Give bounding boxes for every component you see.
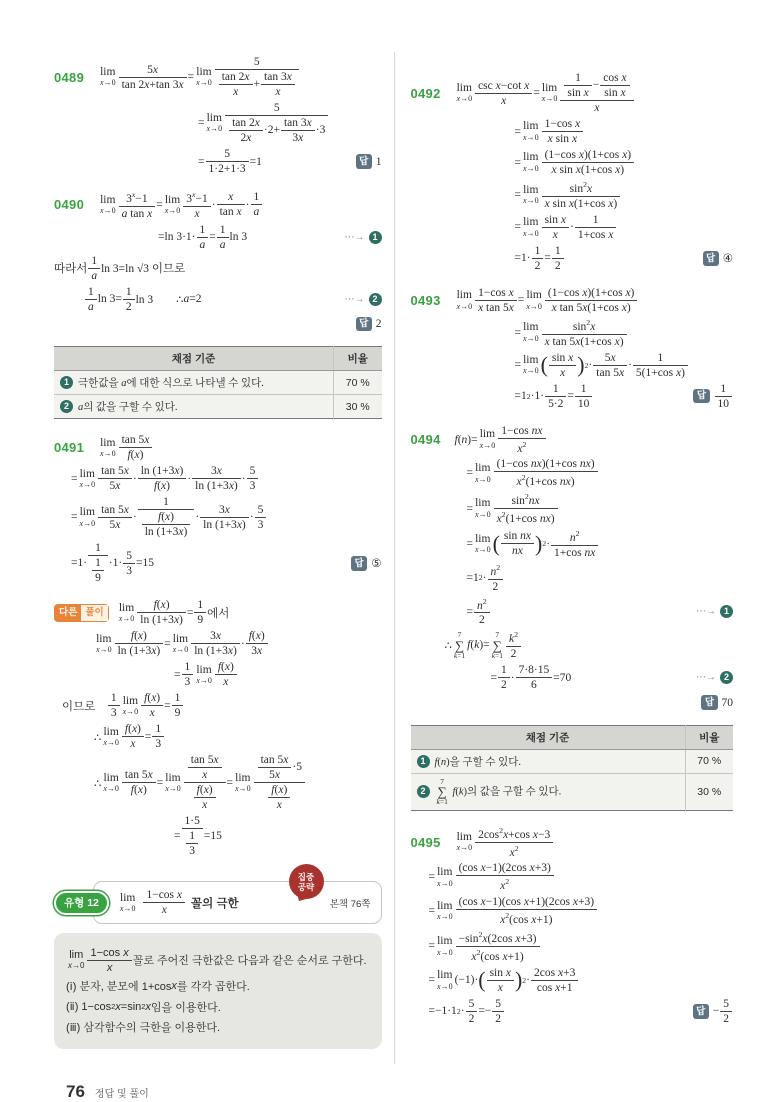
lim-operator: lim x→0 [79,506,96,528]
math-line [54,630,382,657]
lim-operator: lim x→0 [523,353,539,376]
fraction: $\frac{\text{(cos x−1)(cos x+1)(2cos x+3)}}{x^2(\cos x+1)}$ [456,896,597,926]
step-arrow: ⋯→ [344,231,365,243]
fraction: $\frac{f(x)}{x}$ [141,692,163,719]
answer-badge: 답 [351,556,367,571]
fraction: $\frac{1}{a}$ [85,286,97,313]
fraction: $\frac{5}{1\cdot 2+1\cdot 3}$ [206,148,249,175]
fraction: 5 $\frac{\tan 2x}{x}$ + $\frac{\tan 3x}{x}$ [215,56,299,98]
math-line [411,118,734,145]
lim-operator: lim x→0 [523,151,539,173]
math-line [54,255,382,282]
math-line [54,190,382,220]
type-badge: 유형 12 [54,891,109,916]
type-frame [93,881,382,924]
problem-number: 0491 [54,440,85,456]
lim-operator: lim x→0 [523,183,539,206]
math-expression: 따라서 $\frac{1}{a}$ ln 3=ln √3 이므로 [54,254,186,282]
math-line [54,148,382,175]
alternative-solution [54,599,382,857]
fraction: $\frac{f(x)}{\ln (1+3x)}$ [142,511,191,538]
fraction: $\frac{2\cos^2x+\cos x-3}{x^2}$ [475,826,553,859]
fraction: $\frac{f(x)}{3x}$ [246,630,268,657]
math-line [411,352,734,379]
focus-badge: 집중 공략 [289,864,324,899]
fraction: $\frac{\ln (1+3x)}{f(x)}$ [138,465,187,492]
math-line [54,102,382,144]
math-expression: = lim x→0 $\frac{\text{(cos x−1)(cos x+1)(2cos x+3)}}{x^2(\cos x+1)}$ [429,896,599,926]
math-expression: lim x→0 $\frac{f(x)}{\ln (1+3x)}$ = lim x→0 $\frac{3x}{\ln (1+3x)}$ · $\frac{f(x)}{3x}$ [94,630,269,657]
math-expression: = lim x→0 $\frac{\text{sin x}}{x}$ · $\frac{1}{\text{1+cos x}}$ [515,214,618,241]
answer-value: ⑤ [371,558,382,571]
grading-row [54,395,382,419]
math-expression: =ln 3·1· $\frac{1}{a}$ = $\frac{1}{a}$ ln 3 [158,223,248,251]
fraction: $\frac{\tan 5x}{5x}$ ·5 $\frac{f(x)}{x}$ [254,754,305,811]
problem-number: 0493 [410,292,441,308]
lim-operator: lim x→0 [172,632,189,655]
answer-badge: 답 [356,317,372,332]
problem-0495 [411,826,734,1025]
lim-operator: lim x→0 [118,601,135,624]
math-line [411,287,734,314]
math-expression: = lim x→0 ( $\frac{\text{sin nx}}{nx}$ ) 2 · $\frac{n^2}{\text{1+cos nx}}$ [467,529,600,559]
lim-operator: lim x→0 [479,428,496,450]
criterion-marker: 2 [60,400,73,413]
math-expression: = lim x→0 5 $\frac{\tan 2x}{2x}$ ·2+ $\frac{\tan 3x}{3x}$ ·3 [198,102,329,144]
fraction: $\frac{\tan 5x}{f(x)}$ [122,769,156,796]
criterion-marker: 1 [417,755,430,768]
problem-0493 [411,287,734,410]
fraction: $\frac{1}{3}$ [182,661,194,688]
criterion-marker: 1 [60,376,73,389]
fraction: $\frac{\tan 3x}{3x}$ [281,117,315,144]
page-number: 76 [66,1081,85,1101]
page-footer [66,1082,733,1102]
grading-header: 채점 기준 [54,347,334,371]
type-summary-box [54,933,382,1049]
lim-operator: lim x→0 [196,663,212,686]
math-expression: =1 2 ·1· $\frac{1}{5\cdot 2}$ = $\frac{1}{10}$ [515,383,594,410]
fraction: 5 $\frac{\tan 2x}{2x}$ ·2+ $\frac{\tan 3x}{3x}$ ·3 [225,102,328,144]
math-expression [455,826,555,859]
math-line [411,896,734,926]
fraction: $\frac{\text{1−cos x}}{\text{x tan 5x}}$ [475,287,517,314]
math-line [411,458,734,488]
math-expression: =1 2 · $\frac{n^2}{2}$ [467,563,505,593]
fraction: $\frac{n^2}{2}$ [474,597,490,627]
answer-value: 2 [375,318,382,331]
math-expression: ∴ lim x→0 $\frac{f(x)}{x}$ = $\frac{1}{3}$ [94,723,165,750]
fraction: $\frac{\text{(1−cos x)(1+cos x)}}{\text{x sin x(1+cos x)}}$ [542,149,634,176]
math-expression: lim x→0 $\frac{\text{1−cos x}}{\text{x tan 5x}}$ = lim x→0 $\frac{\text{(1−cos x)(1+cos x)}}{\text{x tan 5x(1+cos x)}}$ [455,287,639,314]
summary-line: lim x→0 $\frac{\text{1−cos x}}{x}$ 꼴로 주어진 극한값은 다음과 같은 순서로 구한다. [68,946,367,974]
math-line [54,542,382,584]
criterion-ratio: 30 % [334,395,382,419]
lim-operator: lim x→0 [523,321,539,343]
step-marker: 2 [720,671,733,684]
math-line [54,465,382,492]
math-expression [98,434,153,461]
math-line [411,72,734,114]
fraction: $\frac{\tan 5x}{x}$ [188,754,222,781]
criterion-ratio: 70 % [685,749,733,773]
two-column-layout [54,52,733,1064]
lim-operator: lim x→0 [68,949,85,971]
math-line [54,496,382,538]
math-line [411,149,734,176]
fraction: $\frac{\text{1−cos x}}{x}$ [143,889,185,916]
lim-operator: lim x→0 [456,289,473,311]
right-column [394,52,734,1064]
fraction: $\frac{1}{a}$ [251,191,263,218]
fraction: $\frac{1}{10}$ [715,383,733,410]
fraction: $\frac{3^x-1}{x}$ [183,190,210,220]
fraction: $\frac{1}{3}$ [186,830,198,857]
fraction: $\frac{1}{9}$ [194,599,206,626]
math-line [54,56,382,98]
step-arrow: ⋯→ [344,293,365,305]
lim-operator: lim x→0 [437,969,453,991]
fraction: $\frac{f(x)}{\ln (1+3x)}$ [115,630,164,657]
math-line [54,317,382,332]
math-expression: = lim x→0 $\frac{\tan 5x}{5x}$ · $\frac{1}{\frac{f(x)}{\ln (1+3x)}}$ · $\frac{3x}{\ln (1+3x)}$ · $\frac{5}{3}$ [71,496,267,538]
fraction [184,754,226,811]
lim-operator: lim x→0 [526,289,542,311]
math-expression: = lim x→0 $\frac{\text{(1−cos nx)(1+cos nx)}}{x^2(1+\cos nx)}$ [467,458,599,488]
book-page-ref: 본책 76쪽 [329,898,371,910]
grading-row [411,749,734,773]
type-title [118,889,239,916]
fraction: $\frac{\text{sin nx}}{nx}$ [501,530,534,557]
math-expression: = $\frac{1}{2}$ · $\frac{7\cdot 8\cdot 15}{6}$ =70 [490,664,572,692]
math-expression: = $\frac{5}{1\cdot 2+1\cdot 3}$ =1 [198,148,262,175]
lim-operator: lim x→0 [437,935,453,957]
fraction: $\frac{\tan 2x}{2x}$ [229,117,263,144]
fraction: $\frac{\tan 2x}{x}$ [219,71,253,98]
lim-operator: lim x→0 [119,891,136,914]
sum-operator: 7 ∑ k=1 [453,630,466,660]
fraction: $\frac{1}{\text{1+cos x}}$ [575,214,617,241]
math-line [411,529,734,559]
fraction: $\frac{1}{a}$ [197,224,209,251]
fraction: $\frac{\text{1−cos x}}{\text{x sin x}}$ [542,118,584,145]
fraction: $\frac{5}{3}$ [123,550,135,577]
lim-operator: lim x→0 [164,193,181,216]
type-section [54,871,382,1049]
summary-line: (ⅱ) 1−cos 2 x =sin 2 x 임을 이용한다. [66,1000,221,1014]
fraction: $\frac{\text{1−cos nx}}{x^2}$ [498,425,545,455]
answer-badge: 답 [703,251,719,266]
ratio-header: 비율 [685,725,733,749]
fraction: $\frac{\text{1−cos x}}{x}$ [87,947,131,974]
problem-number: 0490 [54,197,85,213]
sum-operator: 7 ∑ k=1 [436,776,448,807]
math-expression: 이므로 $\frac{1}{3}$ lim x→0 $\frac{f(x)}{x}$ = $\frac{1}{9}$ [62,692,184,719]
fraction: $\frac{\text{csc x−cot x}}{x}$ [475,80,532,107]
fraction: $\frac{1}{9}$ [172,692,184,719]
fraction: $\frac{1}{2}$ [552,245,564,272]
alt-solution-badge: 다른 풀이 [54,604,109,622]
fraction: $\frac{1}{10}$ [575,383,593,410]
step-marker: 1 [720,605,733,618]
grading-header: 채점 기준 [411,725,686,749]
math-expression: = lim x→0 $\frac{-\sin^2x(2\cos x+3)}{x^2(\cos x+1)}$ [429,930,541,963]
fraction: $\frac{1}{3}$ [152,723,164,750]
math-expression: ∴ 7 ∑ k=1 f ( k )= 7 ∑ k=1 $\frac{k^2}{2}$ [445,630,522,660]
math-expression: f ( n )= lim x→0 $\frac{\text{1−cos nx}}{x^2}$ [455,425,547,455]
fraction: $\frac{\sin^2x}{\text{x tan 5x(1+cos x)}}$ [542,318,627,348]
fraction: $\frac{3^x-1}{\text{a tan x}}$ [119,190,156,220]
lim-operator: lim x→0 [103,725,119,748]
fraction: $\frac{\sin^2nx}{x^2(1+\cos nx)}$ [494,492,558,525]
math-line [411,930,734,963]
criterion-ratio: 70 % [334,371,382,395]
fraction: $\frac{\tan 5x}{f(x)}$ [119,434,153,461]
lim-operator: lim x→0 [165,771,181,794]
fraction: $\frac{1}{\text{sin x}}$ − $\frac{\text{cos x}}{\text{sin x}}$ x [560,72,633,114]
lim-operator: lim x→0 [196,65,212,88]
math-expression: = $\frac{1}{3}$ lim x→0 $\frac{f(x)}{x}$ [174,661,238,688]
math-line [411,630,734,660]
math-expression: = $\frac{n^2}{2}$ [467,597,491,627]
math-expression: = lim x→0 $\frac{\sin^2nx}{x^2(1+\cos nx)}$ [467,492,559,525]
footer-label: 정답 및 풀이 [94,1088,149,1100]
fraction: $\frac{\text{(1−cos x)(1+cos x)}}{\text{x tan 5x(1+cos x)}}$ [545,287,637,314]
lim-operator: lim x→0 [100,65,116,88]
left-column [54,52,394,1064]
fraction: $\frac{f(x)}{x}$ [122,723,144,750]
lim-operator: lim x→0 [523,216,539,238]
math-expression: = lim x→0 $\frac{\sin^2x}{\text{x sin x(1+cos x)}}$ [515,180,622,210]
problem-0491 [54,434,382,584]
fraction: $\frac{3x}{\ln (1+3x)}$ [200,504,249,531]
fraction: $\frac{x}{\text{tan x}}$ [217,191,245,218]
math-line [54,599,382,626]
fraction: $\frac{1}{9}$ [92,557,104,584]
lim-operator: lim x→0 [475,532,491,555]
fraction: $\frac{k^2}{2}$ [506,630,521,660]
lim-operator: lim x→0 [523,120,539,142]
math-expression: = lim x→0 $\frac{\sin^2x}{\text{x tan 5x(1+cos x)}}$ [515,318,628,348]
lim-operator: lim x→0 [235,771,251,794]
math-expression: ∴ lim x→0 $\frac{\tan 5x}{f(x)}$ = lim x→0 $\frac{\frac{\tan 5x}{x}}{\frac{f(x)}{x}}$ = lim x→0 $\frac{\tan 5x}{5x}$ ·5 $\frac{f(x)}{x}$ [94,754,306,811]
fraction: $\frac{1}{\frac{f(x)}{\ln (1+3x)}}$ [138,496,195,538]
fraction: $\frac{\text{cos x}}{\text{sin x}}$ [600,72,629,99]
criterion-text: f(n)을 구할 수 있다. [434,756,522,768]
math-expression: = lim x→0 (−1)· ( $\frac{\text{sin x}}{x}$ ) 2 · $\frac{\text{2cos x+3}}{\text{cos x+1}}$ [429,967,580,994]
math-expression: lim x→0 $\frac{\text{csc x−cot x}}{x}$ = lim x→0 $\frac{1}{\text{sin x}}$ − $\frac{\text{cos x}}{\text{sin x}}$ x [455,72,635,114]
step-arrow: ⋯→ [696,606,716,618]
lim-operator: lim x→0 [79,467,96,490]
problem-0490 [54,190,382,331]
math-expression: = lim x→0 $\frac{\text{(cos x−1)(2cos x+3)}}{x^2}$ [429,862,555,892]
sum-operator: 7 ∑ k=1 [491,630,503,660]
math-expression: = $\frac{1\cdot 5}{\frac{1}{3}}$ =15 [174,815,222,858]
fraction: $\frac{7\cdot 8\cdot 15}{6}$ [516,664,553,691]
math-line [411,695,734,710]
answer-badge: 답 [701,695,717,710]
lim-operator: lim x→0 [122,694,139,717]
math-expression: = lim x→0 ( $\frac{\text{sin x}}{x}$ ) 2 · $\frac{5x}{\tan 5x}$ · $\frac{1}{\text{5(1+cos x)}}$ [515,352,689,379]
fraction: $\frac{1}{2}$ [123,286,135,313]
grading-table [54,346,382,419]
problem-number: 0489 [54,69,85,85]
answer-value: − $\frac{5}{2}$ [713,998,733,1025]
answer-badge: 답 [693,389,709,404]
grading-row [54,371,382,395]
math-line [54,723,382,750]
fraction: $\frac{5}{2}$ [492,998,504,1025]
fraction: $\frac{1}{3}$ [108,692,120,719]
fraction: $\frac{\tan 5x}{5x}$ [258,754,292,781]
fraction: $\frac{1}{\text{sin x}}$ [564,72,591,99]
math-expression: lim x→0 $\frac{f(x)}{\ln (1+3x)}$ = $\frac{1}{9}$ 에서 [118,599,230,627]
fraction: $\frac{5x}{\tan 5x}$ [593,352,627,379]
math-line [411,862,734,892]
lim-operator: lim x→0 [100,436,116,459]
fraction: $\frac{5x}{\tan 2x+\tan 3x}$ [119,64,187,91]
lim-operator: lim x→0 [96,632,112,655]
answer-value: ④ [722,253,733,266]
step-marker: 1 [369,231,382,244]
math-line [411,664,734,691]
fraction: $\frac{\text{2cos x+3}}{\text{cos x+1}}$ [531,967,578,994]
math-line [411,318,734,348]
math-expression: = lim x→0 $\frac{\tan 5x}{5x}$ · $\frac{\ln (1+3x)}{f(x)}$ · $\frac{3x}{\ln (1+3x)}$ · $\frac{5}{3}$ [71,465,259,492]
lim-operator: lim x→0 [437,866,453,888]
math-line [411,214,734,241]
fraction: $\frac{\tan 3x}{x}$ [261,71,295,98]
fraction: $\frac{1}{a}$ [88,255,100,282]
fraction: $\frac{5}{2}$ [720,998,732,1025]
math-expression: =−1·1 2 · $\frac{5}{2}$ =− $\frac{5}{2}$ [429,998,506,1025]
math-line [54,434,382,461]
lim-operator: lim x→0 [103,771,119,794]
fraction: $\frac{\text{(cos x−1)(2cos x+3)}}{x^2}$ [456,862,554,892]
problem-number: 0492 [410,85,441,101]
fraction: $\frac{\text{sin x}}{x}$ [549,352,576,379]
fraction: $\frac{-\sin^2x(2\cos x+3)}{x^2(\cos x+1)}$ [456,930,540,963]
fraction: $\frac{1\cdot 5}{\frac{1}{3}}$ [182,815,203,857]
math-expression: =1· $\frac{1}{\frac{1}{9}}$ ·1· $\frac{5}{3}$ =15 [71,542,154,585]
math-expression: = lim x→0 $\frac{\text{1−cos x}}{\text{x sin x}}$ [515,118,585,145]
fraction: $\frac{f(x)}{x}$ [268,784,290,811]
lim-operator: lim x→0 [456,81,473,104]
fraction: $\frac{n^2}{\text{1+cos nx}}$ [551,529,598,559]
math-line [411,383,734,410]
fraction: $\frac{f(x)}{x}$ [215,661,237,688]
criterion-marker: 2 [417,785,430,798]
math-line [411,245,734,272]
math-line [411,563,734,593]
fraction: $\frac{f(x)}{x}$ [194,784,216,811]
answer-badge: 답 [356,154,372,169]
math-line [54,754,382,811]
answer-badge: 답 [693,1004,709,1019]
problem-0492 [411,72,734,272]
math-line [54,815,382,857]
fraction: $\frac{1}{\frac{1}{9}}$ [88,542,108,584]
answer-value [714,383,734,410]
fraction: $\frac{\text{(1−cos nx)(1+cos nx)}}{x^2(1+\cos nx)}$ [494,458,598,488]
lim-operator: lim x→0 [475,497,491,519]
fraction: $\frac{1}{a}$ [217,224,229,251]
math-line [54,224,382,251]
math-line [411,180,734,210]
lim-operator: lim x→0 [100,193,116,216]
lim-operator: lim x→0 [541,81,558,104]
math-expression: = lim x→0 $\frac{\text{(1−cos x)(1+cos x)}}{\text{x sin x(1+cos x)}}$ [515,149,636,176]
fraction: $\frac{1}{\text{5(1+cos x)}}$ [633,352,688,379]
lim-operator: lim x→0 [206,111,223,134]
lim-operator: lim x→0 [475,462,491,484]
math-expression: =1· $\frac{1}{2}$ = $\frac{1}{2}$ [515,245,565,272]
summary-line: (ⅲ) 삼각함수의 극한을 이용한다. [66,1022,221,1035]
criterion-ratio: 30 % [685,773,733,810]
fraction: $\frac{3x}{\ln (1+3x)}$ [191,630,240,657]
math-line [411,967,734,994]
math-line [54,286,382,313]
fraction: $\frac{5}{3}$ [255,504,267,531]
fraction: $\frac{n^2}{2}$ [488,563,504,593]
math-expression: lim x→0 $\frac{5x}{\tan 2x+\tan 3x}$ = lim x→0 5 $\frac{\tan 2x}{x}$ + $\frac{\tan 3x}{x}$ [98,56,300,98]
fraction: $\frac{\tan 5x}{5x}$ [98,465,132,492]
math-line [411,597,734,627]
fraction: $\frac{3x}{\ln (1+3x)}$ [192,465,241,492]
fraction: $\frac{1}{5\cdot 2}$ [545,383,566,410]
math-expression: $\frac{1}{a}$ ln 3= $\frac{1}{2}$ ln 3 ∴ a =2 [84,286,201,313]
fraction: $\frac{1}{2}$ [498,664,510,691]
answer-value: 1 [375,155,382,168]
math-line [411,492,734,525]
type-title-text: 꼴의 극한 [191,897,239,910]
math-expression: lim x→0 $\frac{3^x-1}{\text{a tan x}}$ = lim x→0 $\frac{3^x-1}{x}$ · $\frac{x}{\text{tan x}}$ · $\frac{1}{a}$ [98,190,263,220]
step-arrow: ⋯→ [696,672,716,684]
step-marker: 2 [369,293,382,306]
math-line [411,826,734,859]
fraction: $\frac{1}{2}$ [532,245,544,272]
fraction: $\frac{\sin^2x}{\text{x sin x(1+cos x)}}$ [542,180,621,210]
criterion-text: a의 값을 구할 수 있다. [78,402,178,414]
math-line [411,998,734,1025]
problem-number: 0494 [410,432,441,448]
type-header [54,871,382,924]
problem-0489 [54,56,382,175]
answer-value: 70 [721,696,733,709]
fraction: $\frac{5}{2}$ [466,998,478,1025]
math-line [54,661,382,688]
math-line [411,425,734,455]
fraction: $\frac{\text{sin x}}{x}$ [487,967,514,994]
lim-operator: lim x→0 [437,899,453,922]
problem-number: 0495 [410,834,441,850]
grading-table [411,725,734,811]
math-line [54,692,382,719]
fraction: $\frac{\text{sin x}}{x}$ [542,214,569,241]
grading-row [411,773,734,810]
criterion-text: 극한값을 a에 대한 식으로 나타낼 수 있다. [78,378,264,390]
summary-line: (ⅰ) 분자, 분모에 1+cos x 를 각각 곱한다. [66,980,250,994]
criterion-text: 7 ∑ k=1 f(k)의 값을 구할 수 있다. [436,776,562,807]
lim-operator: lim x→0 [456,830,473,853]
fraction: $\frac{\tan 5x}{5x}$ [98,504,132,531]
ratio-header: 비율 [334,347,382,371]
fraction: $\frac{5}{3}$ [247,465,259,492]
problem-0494 [411,425,734,710]
fraction: $\frac{f(x)}{\ln (1+3x)}$ [137,599,186,626]
